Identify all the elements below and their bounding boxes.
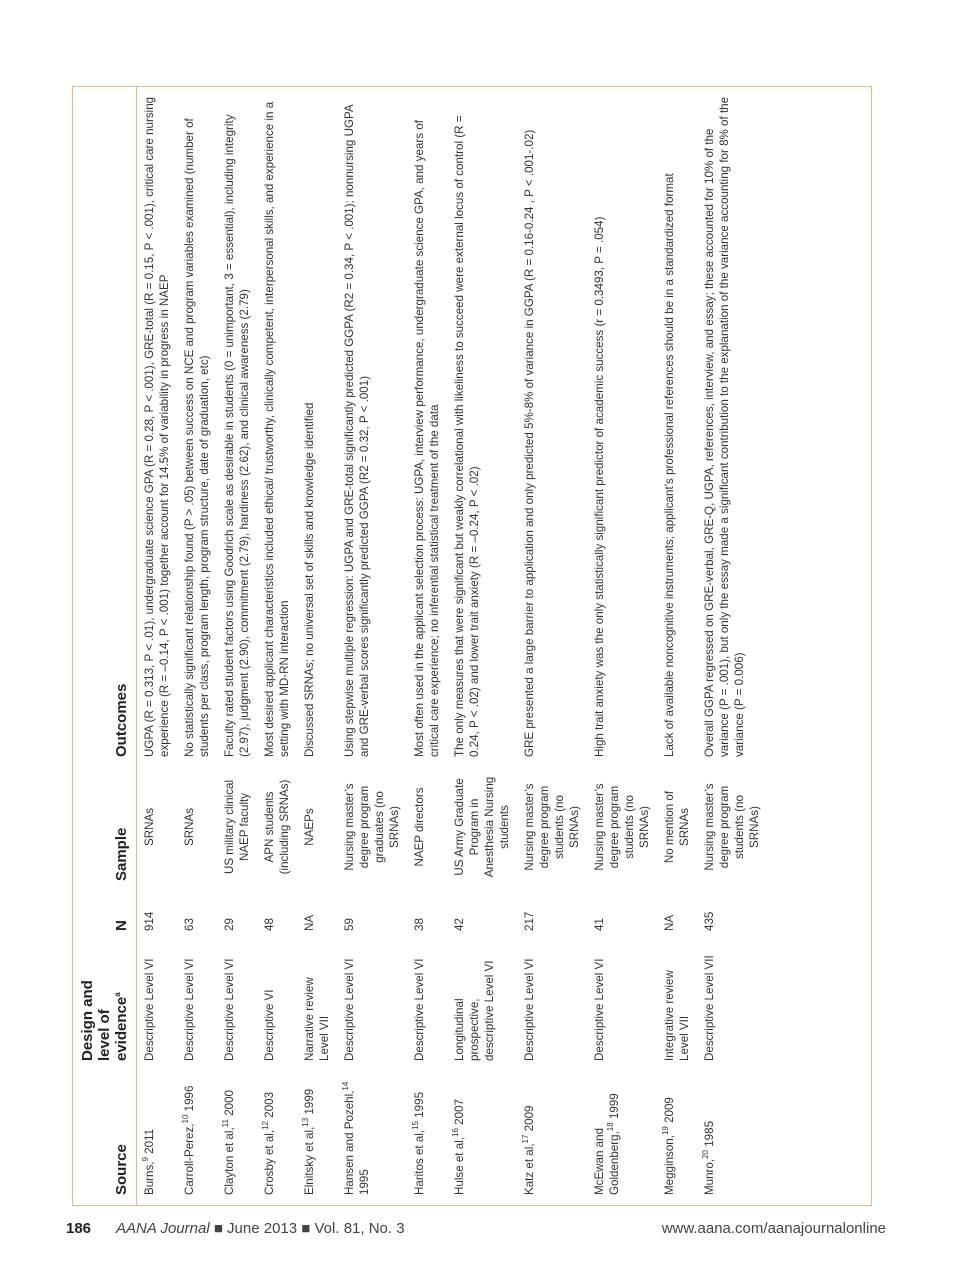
evidence-table-rotated bbox=[73, 87, 871, 1205]
table-row bbox=[337, 87, 407, 1205]
evidence-table-frame bbox=[72, 86, 872, 1206]
cell-n: 217 bbox=[523, 911, 536, 931]
cell-sample: Nursing master’s degree program students (no SRNAs) bbox=[523, 783, 581, 871]
cell-sample: No mention of SRNAs bbox=[663, 790, 691, 864]
cell-sample: Nursing master’s degree program students (no SRNAs) bbox=[703, 783, 761, 871]
journal-name: AANA Journal bbox=[116, 1220, 210, 1237]
cell-sample: SRNAs bbox=[183, 808, 196, 847]
cell-design: Descriptive Level VI bbox=[343, 958, 356, 1061]
source-author: Crosby et al, bbox=[263, 1129, 276, 1195]
source-author: Clayton et al, bbox=[223, 1127, 236, 1195]
table-header-row bbox=[73, 87, 137, 1205]
cell-source bbox=[447, 1071, 517, 1205]
table-row bbox=[587, 87, 657, 1205]
source-reference-number: 20 bbox=[701, 1150, 711, 1159]
journal-issue: ■ June 2013 ■ Vol. 81, No. 3 bbox=[209, 1220, 405, 1237]
cell-outcomes: The only measures that were significant but weakly correlational with likeliness to succeed were external locus of control (R = 0.24, P < .02) and lower trait anxiety (R = –0.24, P < .02) bbox=[453, 115, 481, 757]
source-year: 2003 bbox=[263, 1091, 276, 1121]
header-design-footnote: a bbox=[113, 992, 122, 997]
cell-outcomes: Faculty rated student factors using Goodrich scale as desirable in students (0 = unimportant, 3 = essential), including integrity (2.97), judgment (2.90), commitment (2.79), hardiness (2.62), and clinical awareness (2.79) bbox=[223, 114, 251, 757]
cell-design: Descriptive Level VI bbox=[593, 958, 606, 1061]
source-year: 1995 bbox=[358, 1169, 371, 1195]
cell-n: NA bbox=[663, 914, 676, 931]
cell-n: 38 bbox=[413, 918, 426, 931]
source-author: Carroll-Perez, bbox=[183, 1123, 196, 1195]
header-n: N bbox=[73, 891, 137, 941]
source-year: 2009 bbox=[523, 1105, 536, 1135]
cell-design: Descriptive Level VII bbox=[703, 955, 716, 1061]
cell-outcomes: No statistically significant relationship found (P > .05) between success on NCE and program variables examined (number of students per class, program length, program structure, date of graduation, etc) bbox=[183, 118, 211, 757]
cell-sample: APN students (including SRNAs) bbox=[263, 779, 291, 875]
header-design: Design and level of evidence$^a$ bbox=[73, 941, 137, 1071]
table-row bbox=[177, 87, 217, 1205]
cell-outcomes: Overall GGPA regressed on GRE-verbal, GRE-Q, UGPA, references, interview, and essay; these accounted for 10% of the variance (P = .001), but only the essay made a significant contribution to the explanation of the variance accounting for 8% of the variance (P = 0.006) bbox=[703, 96, 746, 757]
cell-n: 29 bbox=[223, 918, 236, 931]
table-row bbox=[217, 87, 257, 1205]
cell-n: 435 bbox=[703, 911, 716, 931]
table-row bbox=[257, 87, 297, 1205]
cell-outcomes: High trait anxiety was the only statistically significant predictor of academic success (r = 0.3493, P = .054) bbox=[593, 216, 606, 757]
page-number: 186 bbox=[66, 1220, 92, 1237]
source-reference-number: 18 bbox=[606, 1122, 616, 1132]
source-reference-number: 19 bbox=[661, 1126, 671, 1136]
cell-design: Descriptive Level VI bbox=[143, 958, 156, 1061]
cell-sample: NAEP directors bbox=[413, 787, 426, 867]
source-year: 1985 bbox=[703, 1120, 716, 1150]
journal-url: www.aana.com/aanajournalonline bbox=[661, 1220, 886, 1237]
table-row bbox=[297, 87, 337, 1205]
source-reference-number: 11 bbox=[221, 1119, 231, 1128]
source-reference-number: 17 bbox=[521, 1134, 531, 1144]
cell-source bbox=[137, 1071, 178, 1205]
source-author: Haritos et al, bbox=[413, 1129, 426, 1195]
cell-sample: NAEPs bbox=[303, 808, 316, 846]
source-author: Munro, bbox=[703, 1158, 716, 1195]
cell-source bbox=[587, 1071, 657, 1205]
source-year: 1999 bbox=[608, 1093, 621, 1123]
page-footer bbox=[66, 1220, 886, 1242]
cell-outcomes: Most desired applicant characteristics included ethical/ trustworthy, clinically competent, interpersonal skills, and experience in a setting with MD-RN interaction bbox=[263, 101, 291, 757]
cell-outcomes: UGPA (R = 0.313, P < .01), undergraduate science GPA (R = 0.28, P < .001), GRE-total (R = 0.15, P < .001), critical care nursing experience (R = –0.14, P < .001) together account for 14.5% of variability in progress in NAEP bbox=[143, 96, 171, 757]
cell-n: 48 bbox=[263, 918, 276, 931]
cell-sample: Nursing master’s degree program graduates (no SRNAs) bbox=[343, 783, 401, 871]
table-row bbox=[407, 87, 447, 1205]
cell-n: 41 bbox=[593, 918, 606, 931]
table-row bbox=[517, 87, 587, 1205]
cell-outcomes: Using stepwise multiple regression: UGPA and GRE-total significantly predicted GGPA (R2 = 0.34, P < .001); nonnursing UGPA and GRE-verbal scores significantly predicted GGPA (R2 = 0.32, P < .001) bbox=[343, 105, 371, 757]
cell-source bbox=[517, 1071, 587, 1205]
source-author: Katz et al, bbox=[523, 1143, 536, 1195]
cell-design: Descriptive Level VI bbox=[183, 958, 196, 1061]
cell-source bbox=[297, 1071, 337, 1205]
cell-sample: Nursing master’s degree program students (no SRNAs) bbox=[593, 783, 651, 871]
cell-source bbox=[337, 1071, 407, 1205]
source-author: Burns, bbox=[143, 1161, 156, 1195]
source-reference-number: 15 bbox=[411, 1121, 421, 1130]
cell-sample: US military clinical NAEP faculty bbox=[223, 779, 251, 875]
source-author: Hulse et al, bbox=[453, 1137, 466, 1195]
source-reference-number: 13 bbox=[301, 1117, 311, 1127]
source-reference-number: 16 bbox=[451, 1128, 461, 1137]
source-reference-number: 9 bbox=[141, 1157, 151, 1162]
cell-source bbox=[257, 1071, 297, 1205]
cell-source bbox=[217, 1071, 257, 1205]
cell-sample: SRNAs bbox=[143, 808, 156, 847]
header-source: Source bbox=[73, 1071, 137, 1205]
journal-info bbox=[116, 1220, 405, 1237]
cell-n: 42 bbox=[453, 918, 466, 931]
cell-outcomes: Most often used in the applicant selection process: UGPA, interview performance, undergraduate science GPA, and years of critical care experience; no inferential statistical treatment of the data bbox=[413, 120, 441, 757]
source-year: 1995 bbox=[413, 1091, 426, 1121]
cell-source bbox=[657, 1071, 697, 1205]
cell-outcomes: GRE presented a large barrier to application and only predicted 5%-8% of variance in GGPA (R = 0.16-0.24 , P < .001-.02) bbox=[523, 129, 536, 757]
evidence-table bbox=[73, 87, 767, 1205]
cell-source bbox=[407, 1071, 447, 1205]
source-reference-number: 12 bbox=[261, 1121, 271, 1130]
cell-source bbox=[177, 1071, 217, 1205]
source-year: 2011 bbox=[143, 1128, 156, 1158]
table-row bbox=[137, 87, 178, 1205]
header-sample: Sample bbox=[73, 767, 137, 891]
cell-sample: US Army Graduate Program in Anesthesia Nursing students bbox=[453, 776, 511, 878]
source-year: 2007 bbox=[453, 1099, 466, 1129]
table-row bbox=[657, 87, 697, 1205]
cell-n: 59 bbox=[343, 918, 356, 931]
cell-design: Descriptive Level VI bbox=[413, 958, 426, 1061]
source-author: Elnitsky et al, bbox=[303, 1126, 316, 1195]
cell-n: 63 bbox=[183, 918, 196, 931]
cell-source bbox=[697, 1071, 767, 1205]
cell-design: Narrative review Level VII bbox=[303, 977, 331, 1061]
table-row bbox=[697, 87, 767, 1205]
source-author: Megginson, bbox=[663, 1135, 676, 1195]
cell-outcomes: Lack of available noncognitive instruments; applicant’s professional references should be in a standardized format bbox=[663, 173, 676, 757]
cell-n: NA bbox=[303, 914, 316, 931]
table-row bbox=[447, 87, 517, 1205]
cell-n: 914 bbox=[143, 911, 156, 931]
cell-design: Integrative review Level VII bbox=[663, 970, 691, 1061]
source-author: McEwan and Goldenberg, bbox=[593, 1127, 621, 1195]
source-author: Hansen and Pozehl, bbox=[343, 1090, 356, 1195]
source-year: 1996 bbox=[183, 1085, 196, 1115]
cell-design: Longitudinal prospective, descriptive Level VI bbox=[453, 960, 496, 1061]
cell-design: Descriptive Level VI bbox=[223, 958, 236, 1061]
source-year: 2000 bbox=[223, 1090, 236, 1120]
cell-outcomes: Discussed SRNAs; no universal set of skills and knowledge identified bbox=[303, 402, 316, 757]
source-year: 2009 bbox=[663, 1097, 676, 1127]
cell-design: Descriptive VI bbox=[263, 989, 276, 1061]
header-outcomes: Outcomes bbox=[73, 87, 137, 767]
cell-design: Descriptive Level VI bbox=[523, 958, 536, 1061]
source-year: 1999 bbox=[303, 1088, 316, 1118]
source-reference-number: 10 bbox=[181, 1114, 191, 1124]
table-body bbox=[137, 87, 768, 1205]
source-reference-number: 14 bbox=[341, 1081, 351, 1091]
